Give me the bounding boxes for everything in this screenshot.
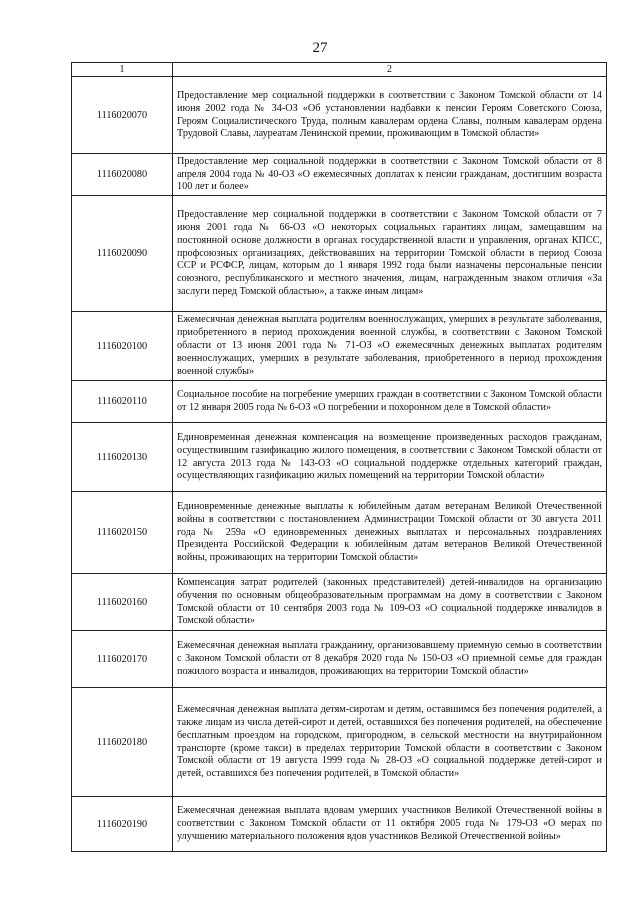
table-row	[72, 154, 607, 196]
table-row	[72, 312, 607, 381]
row-description: Социальное пособие на погребение умерших граждан в соответствии с Законом Томской области от 12 января 2005 года № 6-ОЗ «О погребении и похоронном деле в Томской области»	[173, 381, 607, 423]
row-description: Ежемесячная денежная выплата вдовам умерших участников Великой Отечественной войны в соответствии с Законом Томской области от 11 октября 2005 года № 179-ОЗ «О мерах по улучшению материального положения вдов участников Великой Отечественной войны»	[173, 797, 607, 852]
row-code: 1116020190	[72, 797, 173, 852]
row-description: Единовременная денежная компенсация на возмещение произведенных расходов гражданам, осуществившим газификацию жилого помещения, в соответствии с Законом Томской области от 12 августа 2013 года № 143-ОЗ «О социальной поддержке отдельных категорий граждан, осуществляющих газификацию жилых помещений на территории Томской области»	[173, 423, 607, 492]
table-row	[72, 381, 607, 423]
row-code: 1116020150	[72, 492, 173, 574]
table-row	[72, 77, 607, 154]
column-header-2: 2	[173, 63, 607, 77]
row-description: Ежемесячная денежная выплата детям-сиротам и детям, оставшимся без попечения родителей, а также лицам из числа детей-сирот и детей, оставшихся без попечения родителей, на обеспечение бесплатным проездом на городском, пригородном, в сельской местности на внутрирайонном транспорте (кроме такси) в пределах территории Томской области в соответствии с Законом Томской области от 19 августа 1999 года № 28-ОЗ «О социальной поддержке детей-сирот и детей, оставшихся без попечения родителей, в Томской области»	[173, 688, 607, 797]
row-code: 1116020070	[72, 77, 173, 154]
row-code: 1116020080	[72, 154, 173, 196]
row-code: 1116020170	[72, 631, 173, 688]
row-description: Предоставление мер социальной поддержки в соответствии с Законом Томской области от 14 июня 2002 года № 34-ОЗ «Об установлении надбавки к пенсии Героям Советского Союза, Героям Социалистического Труда, полным кавалерам ордена Славы, полным кавалерам ордена Трудовой Славы, лауреатам Ленинской премии, проживающим в Томской области»	[173, 77, 607, 154]
row-code: 1116020100	[72, 312, 173, 381]
row-description: Компенсация затрат родителей (законных представителей) детей-инвалидов на организацию обучения по основным общеобразовательным программам на дому в соответствии с Законом Томской области от 10 сентября 2003 года № 109-ОЗ «О социальной поддержке инвалидов в Томской области»	[173, 574, 607, 631]
table-row	[72, 196, 607, 312]
row-code: 1116020180	[72, 688, 173, 797]
row-description: Предоставление мер социальной поддержки в соответствии с Законом Томской области от 8 апреля 2004 года № 40-ОЗ «О ежемесячных доплатах к пенсии гражданам, достигшим возраста 100 лет и более»	[173, 154, 607, 196]
table-row	[72, 492, 607, 574]
table-row	[72, 688, 607, 797]
row-code: 1116020130	[72, 423, 173, 492]
table-header-row	[72, 63, 607, 77]
row-code: 1116020160	[72, 574, 173, 631]
column-header-1: 1	[72, 63, 173, 77]
table-row	[72, 423, 607, 492]
table-row	[72, 797, 607, 852]
row-description: Ежемесячная денежная выплата родителям военнослужащих, умерших в результате заболевания, приобретенного в период прохождения военной службы, в соответствии с Законом Томской области от 13 июня 2001 года № 71-ОЗ «О ежемесячных денежных выплатах родителям военнослужащих, умерших в результате заболевания, приобретенного в период прохождения военной службы»	[173, 312, 607, 381]
table-row	[72, 574, 607, 631]
row-code: 1116020110	[72, 381, 173, 423]
page-number: 27	[312, 40, 328, 56]
budget-code-table	[71, 62, 607, 852]
row-description: Ежемесячная денежная выплата гражданину, организовавшему приемную семью в соответствии с Законом Томской области от 8 декабря 2020 года № 150-ОЗ «О приемной семье для граждан пожилого возраста и инвалидов, проживающих на территории Томской области»	[173, 631, 607, 688]
row-description: Предоставление мер социальной поддержки в соответствии с Законом Томской области от 7 июня 2001 года № 66-ОЗ «О некоторых социальных гарантиях лицам, замещавшим на постоянной основе должности в органах государственной власти и управления, органах КПСС, профсоюзных организациях, действовавших на территории Томской области в период Союза ССР и РСФСР, лицам, которым до 1 января 1992 года были назначены персональные пенсии союзного, республиканского и местного значения, лицам, награжденным знаком отличия «За заслуги перед Томской областью», а также иным лицам»	[173, 196, 607, 312]
row-code: 1116020090	[72, 196, 173, 312]
table-row	[72, 631, 607, 688]
row-description: Единовременные денежные выплаты к юбилейным датам ветеранам Великой Отечественной войны в соответствии с постановлением Администрации Томской области от 30 августа 2011 года № 259а «О единовременных денежных выплатах и персональных поздравлениях Президента Российской Федерации к юбилейным датам ветеранов Великой Отечественной войны, проживающих на территории Томской области»	[173, 492, 607, 574]
